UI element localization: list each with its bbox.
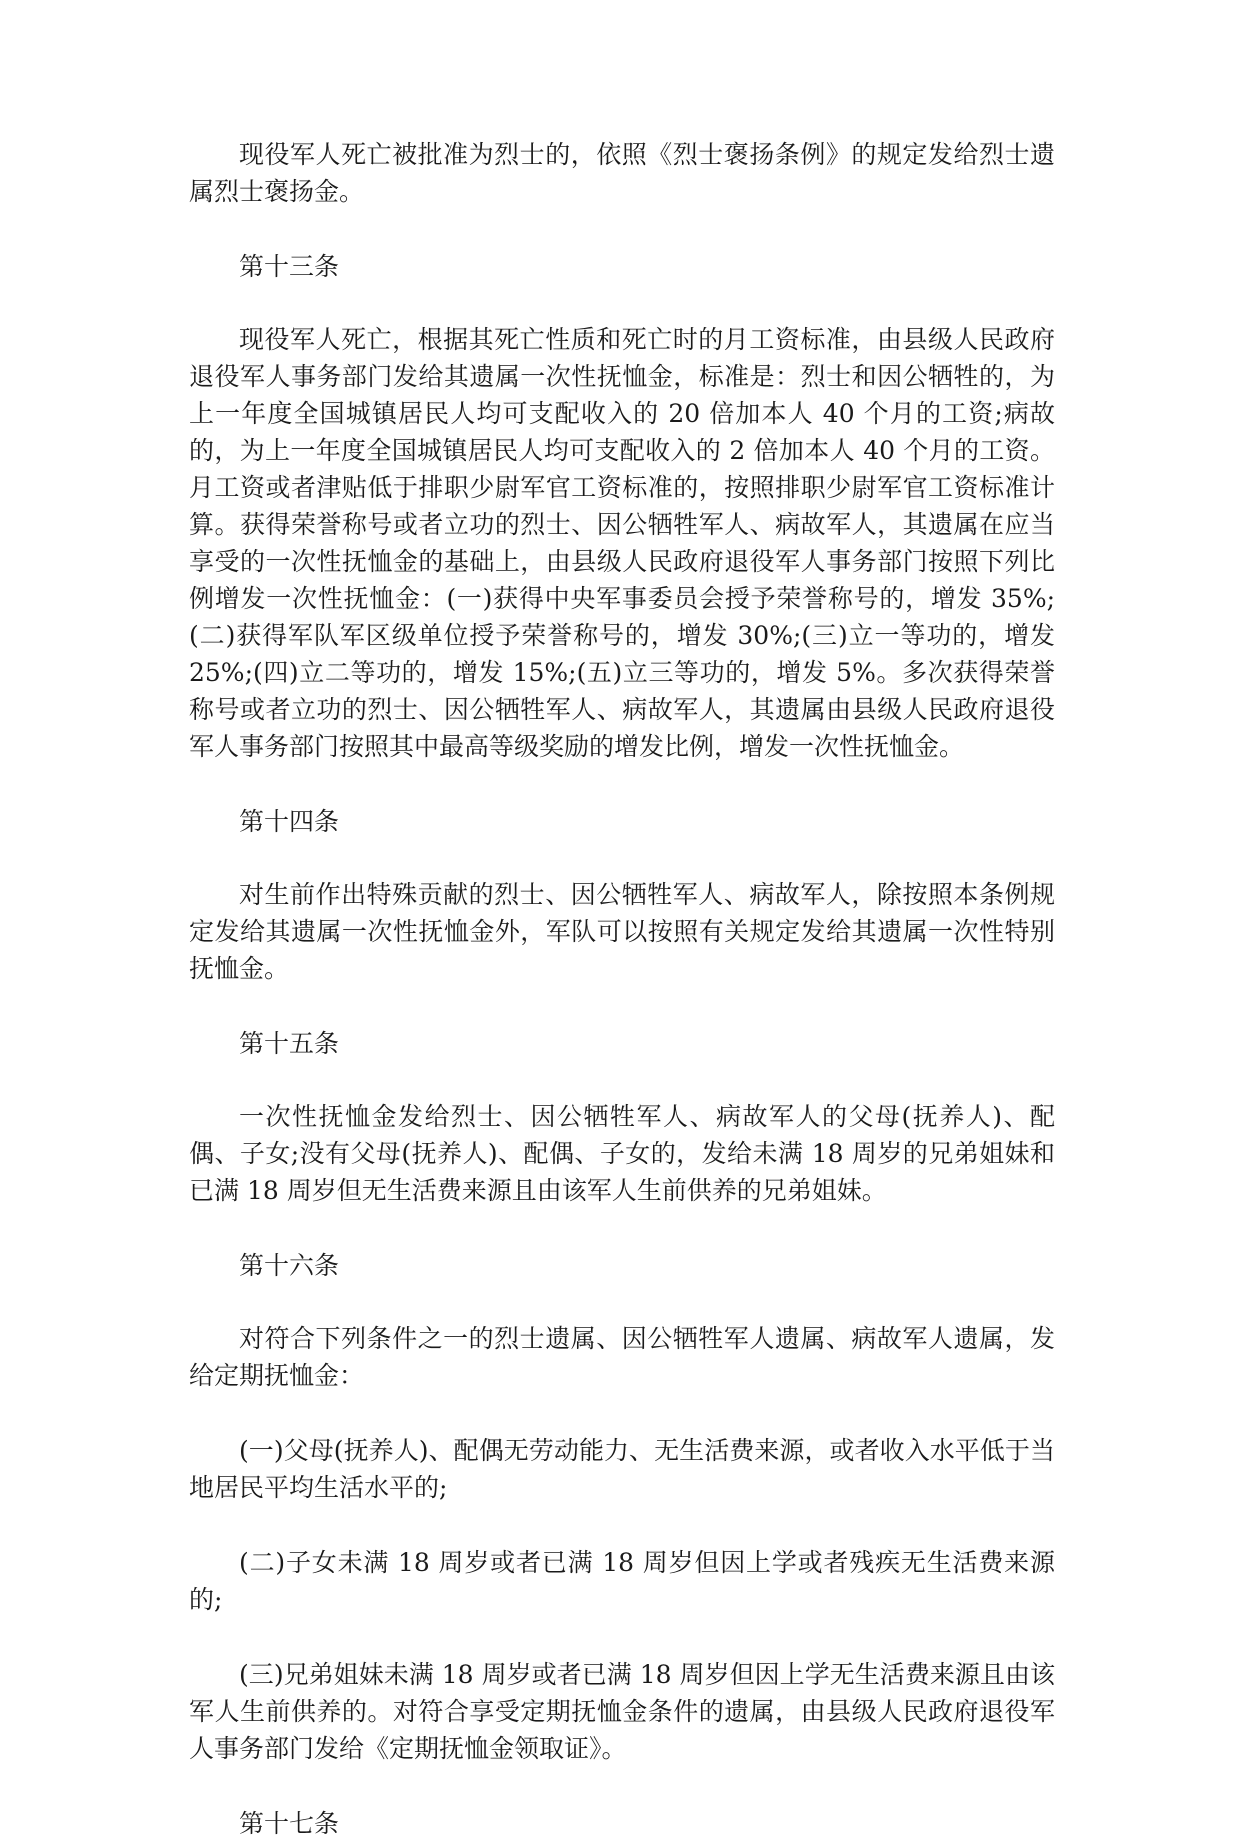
document-page xyxy=(189,136,1055,1842)
article-heading-13: 第十三条 xyxy=(239,252,340,281)
paragraph-special-pension: 对生前作出特殊贡献的烈士、因公牺牲军人、病故军人，除按照本条例规定发给其遗属一次性抚恤金外，军队可以按照有关规定发给其遗属一次性特别抚恤金。 xyxy=(189,880,1055,983)
article-heading-14: 第十四条 xyxy=(239,807,340,836)
article-heading-15: 第十五条 xyxy=(239,1029,340,1058)
paragraph-periodic-pension-conditions: 对符合下列条件之一的烈士遗属、因公牺牲军人遗属、病故军人遗属，发给定期抚恤金： xyxy=(189,1324,1055,1390)
paragraph-condition-1: (一)父母(抚养人)、配偶无劳动能力、无生活费来源，或者收入水平低于当地居民平均生活水平的; xyxy=(189,1436,1055,1502)
paragraph-condition-2: (二)子女未满 18 周岁或者已满 18 周岁但因上学或者残疾无生活费来源的; xyxy=(189,1548,1055,1614)
paragraph-condition-3: (三)兄弟姐妹未满 18 周岁或者已满 18 周岁但因上学无生活费来源且由该军人生前供养的。对符合享受定期抚恤金条件的遗属，由县级人民政府退役军人事务部门发给《定期抚恤金领取证》。 xyxy=(189,1660,1055,1763)
paragraph-one-time-pension: 现役军人死亡，根据其死亡性质和死亡时的月工资标准，由县级人民政府退役军人事务部门发给其遗属一次性抚恤金，标准是：烈士和因公牺牲的，为上一年度全国城镇居民人均可支配收入的 20 倍加本人 40 个月的工资;病故的，为上一年度全国城镇居民人均可支配收入的 2 倍加本人 40 个月的工资。月工资或者津贴低于排职少尉军官工资标准的，按照排职少尉军官工资标准计算。获得荣誉称号或者立功的烈士、因公牺牲军人、病故军人，其遗属在应当享受的一次性抚恤金的基础上，由县级人民政府退役军人事务部门按照下列比例增发一次性抚恤金：(一)获得中央军事委员会授予荣誉称号的，增发 35%;(二)获得军队军区级单位授予荣誉称号的，增发 30%;(三)立一等功的，增发 25%;(四)立二等功的，增发 15%;(五)立三等功的，增发 5%。多次获得荣誉称号或者立功的烈士、因公牺牲军人、病故军人，其遗属由县级人民政府退役军人事务部门按照其中最高等级奖励的增发比例，增发一次性抚恤金。 xyxy=(189,325,1055,761)
article-heading-16: 第十六条 xyxy=(239,1251,340,1280)
paragraph-martyr-commendation: 现役军人死亡被批准为烈士的，依照《烈士褒扬条例》的规定发给烈士遗属烈士褒扬金。 xyxy=(189,140,1055,206)
article-heading-17: 第十七条 xyxy=(239,1809,340,1838)
paragraph-pension-recipients: 一次性抚恤金发给烈士、因公牺牲军人、病故军人的父母(抚养人)、配偶、子女;没有父母(抚养人)、配偶、子女的，发给未满 18 周岁的兄弟姐妹和已满 18 周岁但无生活费来源且由该军人生前供养的兄弟姐妹。 xyxy=(189,1102,1055,1205)
